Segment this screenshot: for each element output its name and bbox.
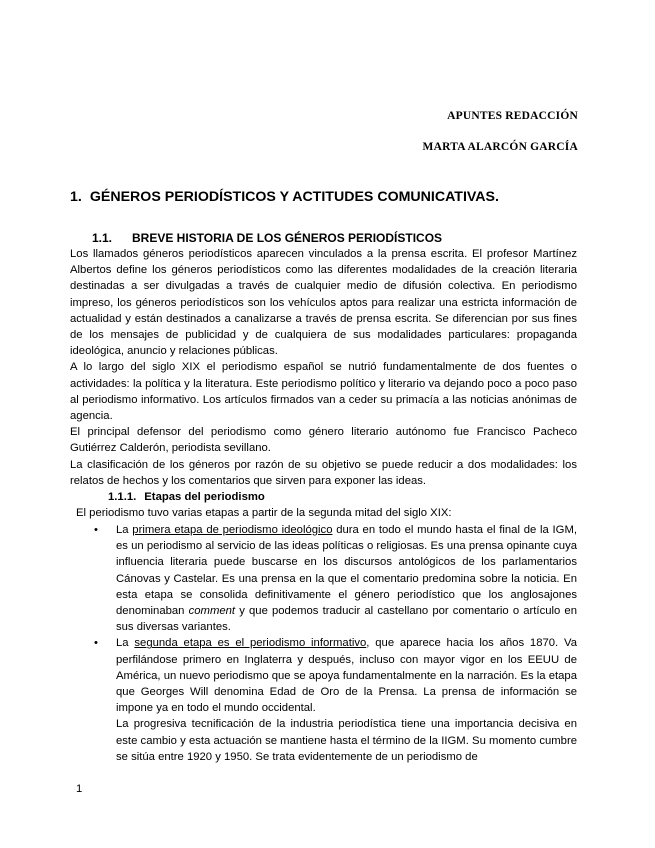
section-1-1-1-heading [108,491,265,503]
header-author: MARTA ALARCÓN GARCÍA [422,141,578,153]
stages-list [92,522,577,765]
section-1-1-1-title: Etapas del periodismo [144,491,265,503]
list-item-text: La [116,637,135,650]
paragraph-1: Los llamados géneros periodísticos aparecen vinculados a la prensa escrita. El profesor Martínez Albertos define los géneros periodísticos como las diferentes modalidades de la creación literaria destinadas a ser divulgadas a través de cualquier medio de difusión colectiva. En periodismo impreso, los géneros periodísticos son los vehículos aptos para realizar una estricta información de actualidad y están destinados a canalizarse a través de prensa escrita. Se diferencian por sus fines de los mensajes de publicidad y de cualquiera de sus modalidades particulares: propaganda ideológica, anuncio y relaciones públicas. [70,248,577,358]
list-continuation: La progresiva tecnificación de la industria periodística tiene una importancia decisiva en este cambio y esta actuación se mantiene hasta el término de la IIGM. Su momento cumbre se sitúa entre 1920 y 1950. Se trata evidentemente de un periodismo de [116,718,577,763]
section-1-1-1-number: 1.1.1. [108,491,137,503]
bullet-icon: • [94,524,98,536]
bullet-icon: • [94,637,98,650]
section-1-heading [70,189,499,205]
list-item-italic: comment [188,605,236,618]
list-item-underlined: primera etapa de periodismo ideológico [132,524,333,536]
section-1-1-body [70,246,577,489]
list-item-underlined: segunda etapa es el periodismo informativo [134,637,367,650]
list-item-text: , que aparece hacia los años 1870. Va perfilándose primero en Inglaterra y después, incluso con mayor vigor en los EEUU de América, un nuevo periodismo que se apoya fundamentalmente en la narración. Es la etapa que Georges Will denomina Edad de Oro de la Prensa. La prensa de información se impone ya en todo el mundo occidental. [116,637,577,715]
paragraph-3: El principal defensor del periodismo como género literario autónomo fue Francisco Pacheco Gutiérrez Calderón, periodista sevillano. [70,426,577,455]
section-1-number: 1. [70,189,82,205]
header-title: APUNTES REDACCIÓN [447,110,578,122]
section-1-1-number: 1.1. [92,231,113,245]
list-item-text: dura en todo el mundo hasta el final de la IGM, es un periodismo al servicio de las ideas políticas o religiosas. Es una prensa opinante cuya influencia literaria puede buscarse en los discursos antológicos de los parlamentarios Cánovas y Castelar. Es una prensa en la que el comentario predomina sobre la noticia. En esta etapa se consolida definitivamente el género periodístico que los anglosajones denominaban [116,524,577,618]
section-1-title: GÉNEROS PERIODÍSTICOS Y ACTITUDES COMUNICATIVAS. [89,189,499,205]
paragraph-4: La clasificación de los géneros por razón de su objetivo se puede reducir a dos modalidades: los relatos de hechos y los comentarios que sirven para exponer las ideas. [70,458,577,487]
page-number: 1 [76,783,83,795]
list-item-text: La [116,524,133,536]
list-item-text: y que podemos traducir al castellano por comentario o artículo en sus diversas variantes. [116,605,577,634]
paragraph-2: A lo largo del siglo XIX el periodismo español se nutrió fundamentalmente de dos fuentes o actividades: la política y la literatura. Este periodismo político y literario va dejando poco a poco paso al periodismo informativo. Los artículos firmados van a ceder su primacía a las noticias anónimas de agencia. [70,361,577,423]
section-1-1-title: BREVE HISTORIA DE LOS GÉNEROS PERIODÍSTICOS [132,231,443,245]
section-1-1-heading [92,231,442,245]
section-1-1-1-intro: El periodismo tuvo varias etapas a partir de la segunda mitad del siglo XIX: [76,507,452,519]
list-item [92,635,577,716]
list-item [92,522,577,635]
